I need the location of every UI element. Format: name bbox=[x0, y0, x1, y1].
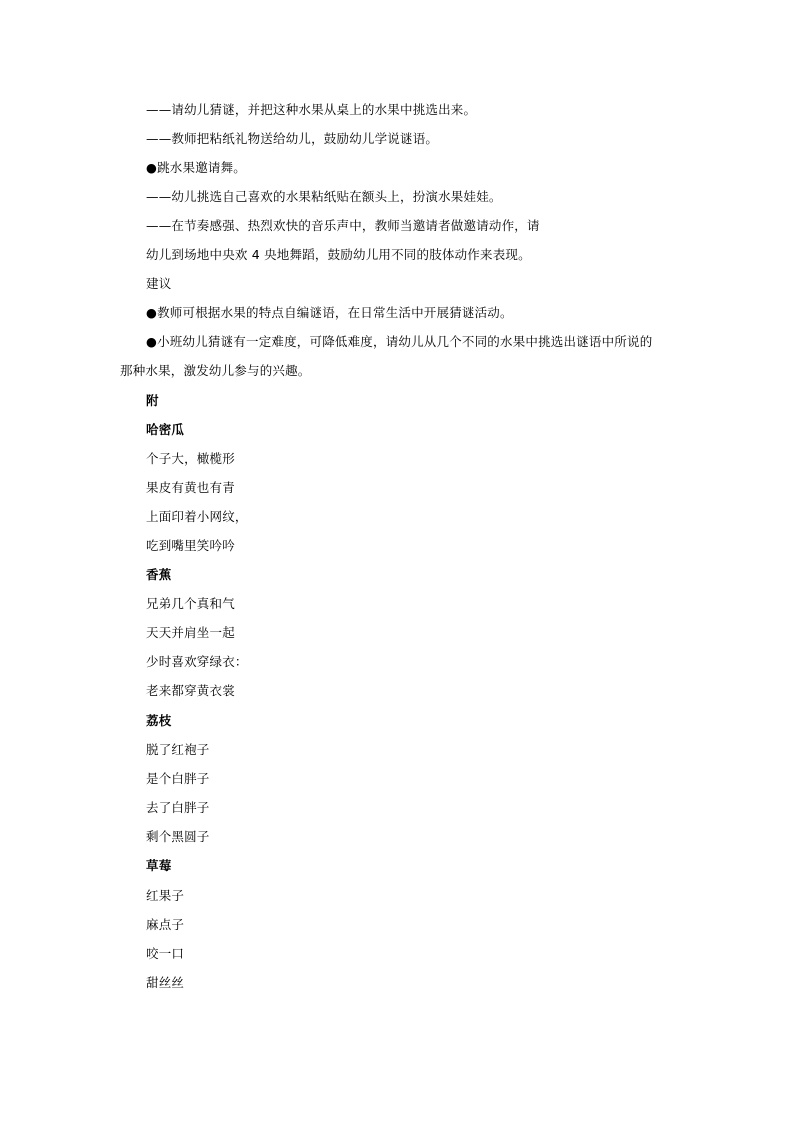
riddle-title: 香蕉 bbox=[146, 567, 172, 582]
paragraph: ●教师可根据水果的特点自编谜语，在日常生活中开展猜谜活动。 bbox=[146, 305, 513, 320]
riddle-line: 老来都穿黄衣裳 bbox=[146, 683, 235, 698]
paragraph: ●跳水果邀请舞。 bbox=[146, 160, 247, 175]
riddle-line: 上面印着小网纹， bbox=[146, 509, 248, 524]
riddle-line: 麻点子 bbox=[146, 917, 185, 932]
riddle-line: 个子大，橄榄形 bbox=[146, 451, 235, 466]
paragraph: 那种水果，激发幼儿参与的兴趣。 bbox=[120, 363, 311, 378]
riddle-line: 脱了红袍子 bbox=[146, 742, 210, 757]
riddle-title: 荔枝 bbox=[146, 713, 172, 728]
riddle-line: 是个白胖子 bbox=[146, 771, 210, 786]
appendix-heading: 附 bbox=[146, 393, 159, 408]
riddle-line: 果皮有黄也有青 bbox=[146, 480, 235, 495]
riddle-line: 少时喜欢穿绿衣： bbox=[146, 654, 248, 669]
riddle-line: 红果子 bbox=[146, 888, 185, 903]
paragraph: 幼儿到场地中央欢 4 央地舞蹈，鼓励幼儿用不同的肢体动作来表现。 bbox=[146, 247, 531, 262]
riddle-title: 草莓 bbox=[146, 858, 172, 873]
riddle-line: 去了白胖子 bbox=[146, 800, 210, 815]
riddle-title: 哈密瓜 bbox=[146, 422, 185, 437]
riddle-line: 兄弟几个真和气 bbox=[146, 596, 235, 611]
paragraph: ——请幼儿猜谜，并把这种水果从桌上的水果中挑选出来。 bbox=[146, 102, 477, 117]
riddle-line: 咬一口 bbox=[146, 946, 185, 961]
riddle-line: 吃到嘴里笑吟吟 bbox=[146, 538, 235, 553]
paragraph: ——在节奏感强、热烈欢快的音乐声中，教师当邀请者做邀请动作，请 bbox=[146, 218, 540, 233]
section-heading: 建议 bbox=[146, 276, 172, 291]
riddle-line: 剩个黑圆子 bbox=[146, 829, 210, 844]
paragraph: ——幼儿挑选自己喜欢的水果粘纸贴在额头上，扮演水果娃娃。 bbox=[146, 189, 502, 204]
riddle-line: 甜丝丝 bbox=[146, 975, 185, 990]
paragraph: ●小班幼儿猜谜有一定难度，可降低难度，请幼儿从几个不同的水果中挑选出谜语中所说的 bbox=[146, 334, 653, 349]
riddle-line: 天天并肩坐一起 bbox=[146, 625, 235, 640]
paragraph: ——教师把粘纸礼物送给幼儿，鼓励幼儿学说谜语。 bbox=[146, 131, 439, 146]
